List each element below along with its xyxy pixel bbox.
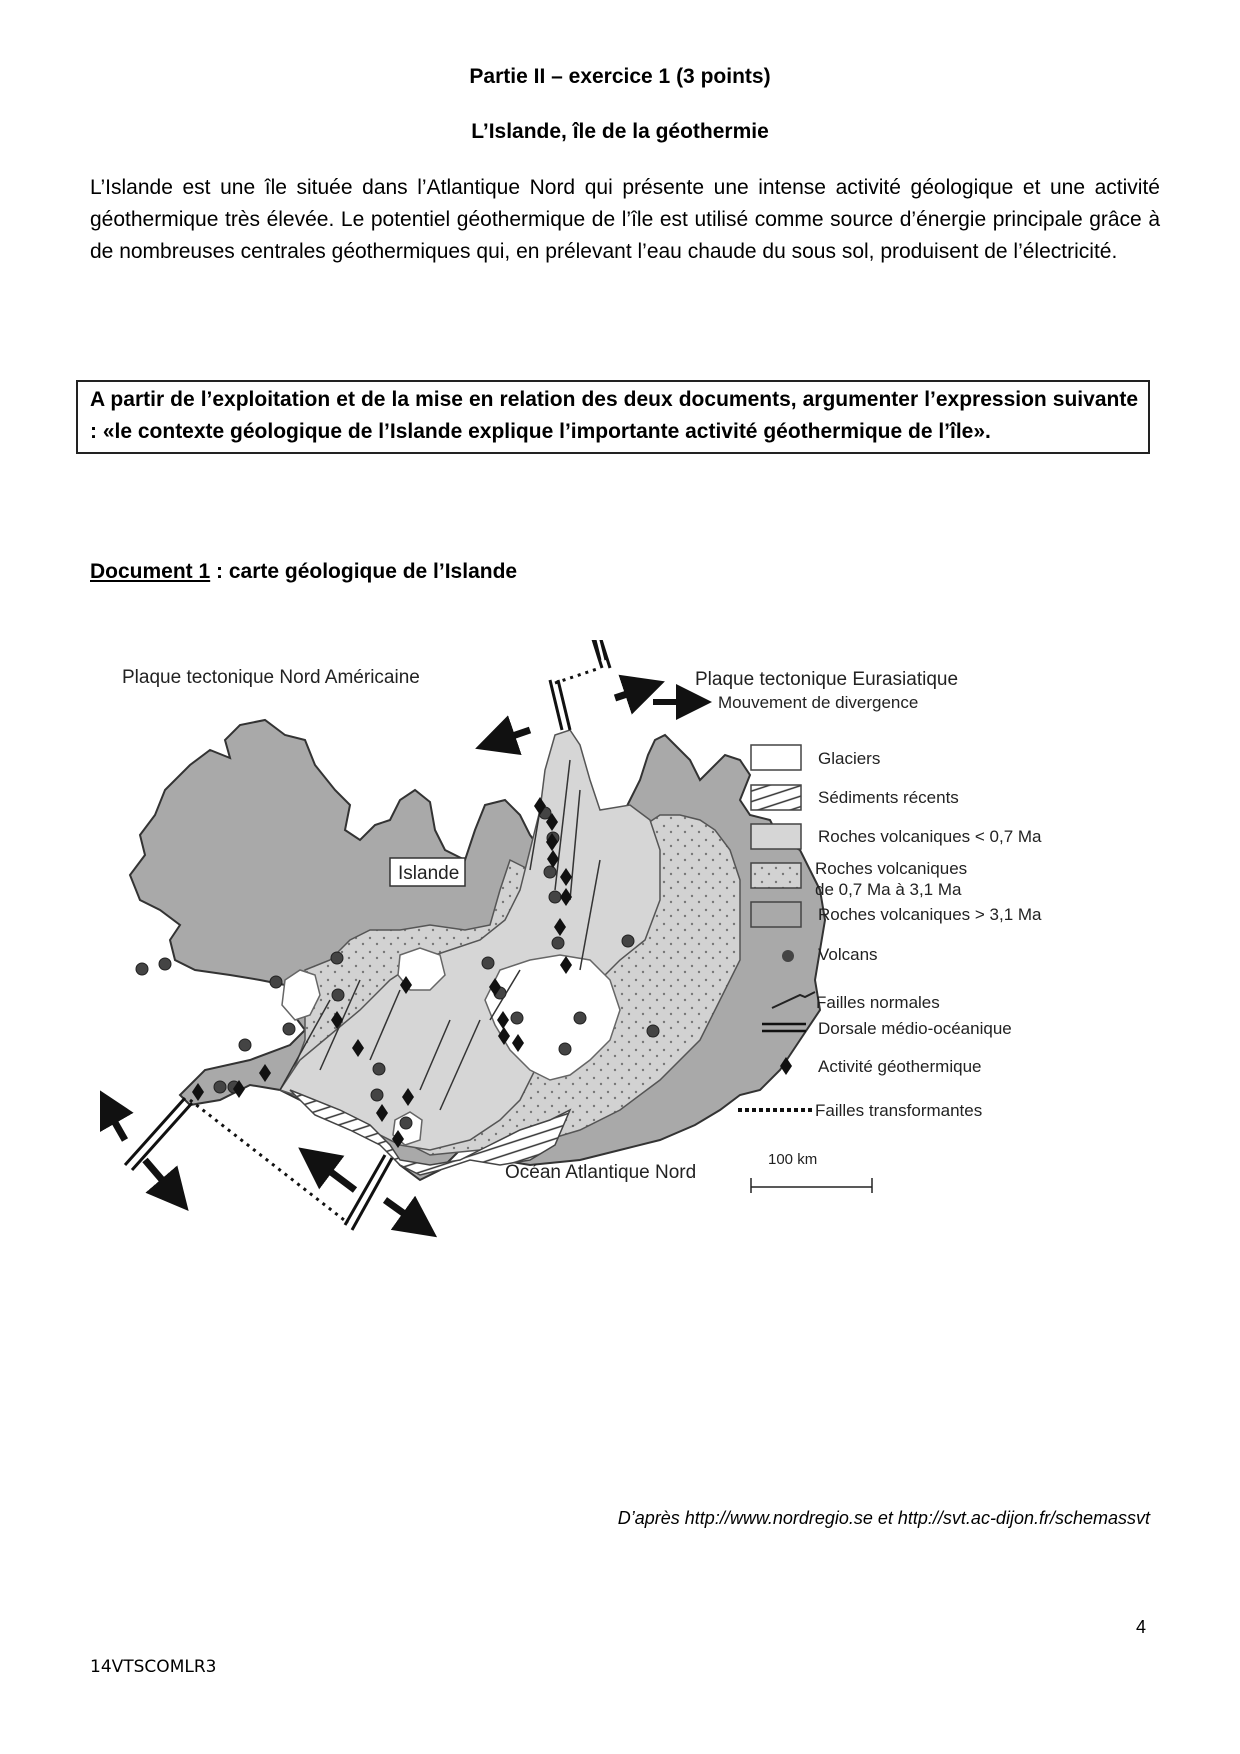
young-rock-swatch	[751, 824, 801, 849]
document-heading	[90, 560, 517, 584]
plate-east-label: Plaque tectonique Eurasiatique	[695, 669, 959, 690]
legend-label: Volcans	[818, 945, 878, 964]
plate-west-label: Plaque tectonique Nord Américaine	[122, 667, 420, 688]
legend-label: Roches volcaniques > 3,1 Ma	[818, 905, 1042, 924]
sediment-swatch	[751, 785, 801, 810]
legend-label: Roches volcaniques	[815, 859, 968, 878]
source-citation: D’après http://www.nordregio.se et http://svt.ac-dijon.fr/schemassvt	[617, 1508, 1150, 1528]
ocean-label: Océan Atlantique Nord	[505, 1162, 697, 1183]
legend-label: Failles transformantes	[815, 1101, 983, 1120]
part-title: Partie II – exercice 1 (3 points)	[469, 65, 771, 88]
island-label: Islande	[398, 863, 460, 884]
transform-fault-north	[555, 668, 600, 683]
mid-rock-swatch	[751, 863, 801, 888]
legend-label: Mouvement de divergence	[718, 693, 919, 712]
old-rock-swatch	[751, 902, 801, 927]
scale-label: 100 km	[768, 1151, 818, 1168]
legend-label: Roches volcaniques < 0,7 Ma	[818, 827, 1042, 846]
intro-paragraph: L’Islande est une île située dans l’Atlantique Nord qui présente une intense activité géologique et une activité géothermique très élevée. Le potentiel géothermique de l’île est utilisé comme source d’énergie principale grâce à de nombreuses centrales géothermiques qui, en prélevant l’eau chaude du sous sol, produisent de l’électricité.	[90, 176, 1160, 263]
document-label: Document 1	[90, 560, 211, 583]
legend-label: Activité géothermique	[818, 1057, 982, 1076]
document-code: 14VTSCOMLR3	[90, 1657, 217, 1677]
legend-label: Glaciers	[818, 749, 881, 768]
scale-bar	[751, 1178, 872, 1193]
glacier-swatch	[751, 745, 801, 770]
legend-label: Dorsale médio-océanique	[818, 1019, 1012, 1038]
task-text: A partir de l’exploitation et de la mise en relation des deux documents, argumenter l’expression suivante : «le contexte géologique de l’Islande explique l’importante activité géothermique de l’île».	[90, 388, 1138, 443]
subject-title: L’Islande, île de la géothermie	[471, 120, 769, 143]
document-title: : carte géologique de l’Islande	[210, 560, 518, 583]
legend-label: Sédiments récents	[818, 788, 959, 807]
task-box	[76, 380, 1150, 454]
legend-label: de 0,7 Ma à 3,1 Ma	[815, 880, 962, 899]
volcano-dot-icon	[782, 950, 794, 962]
page-number: 4	[1135, 1617, 1146, 1637]
geological-map	[100, 640, 1180, 1400]
legend-label: Failles normales	[816, 993, 940, 1012]
